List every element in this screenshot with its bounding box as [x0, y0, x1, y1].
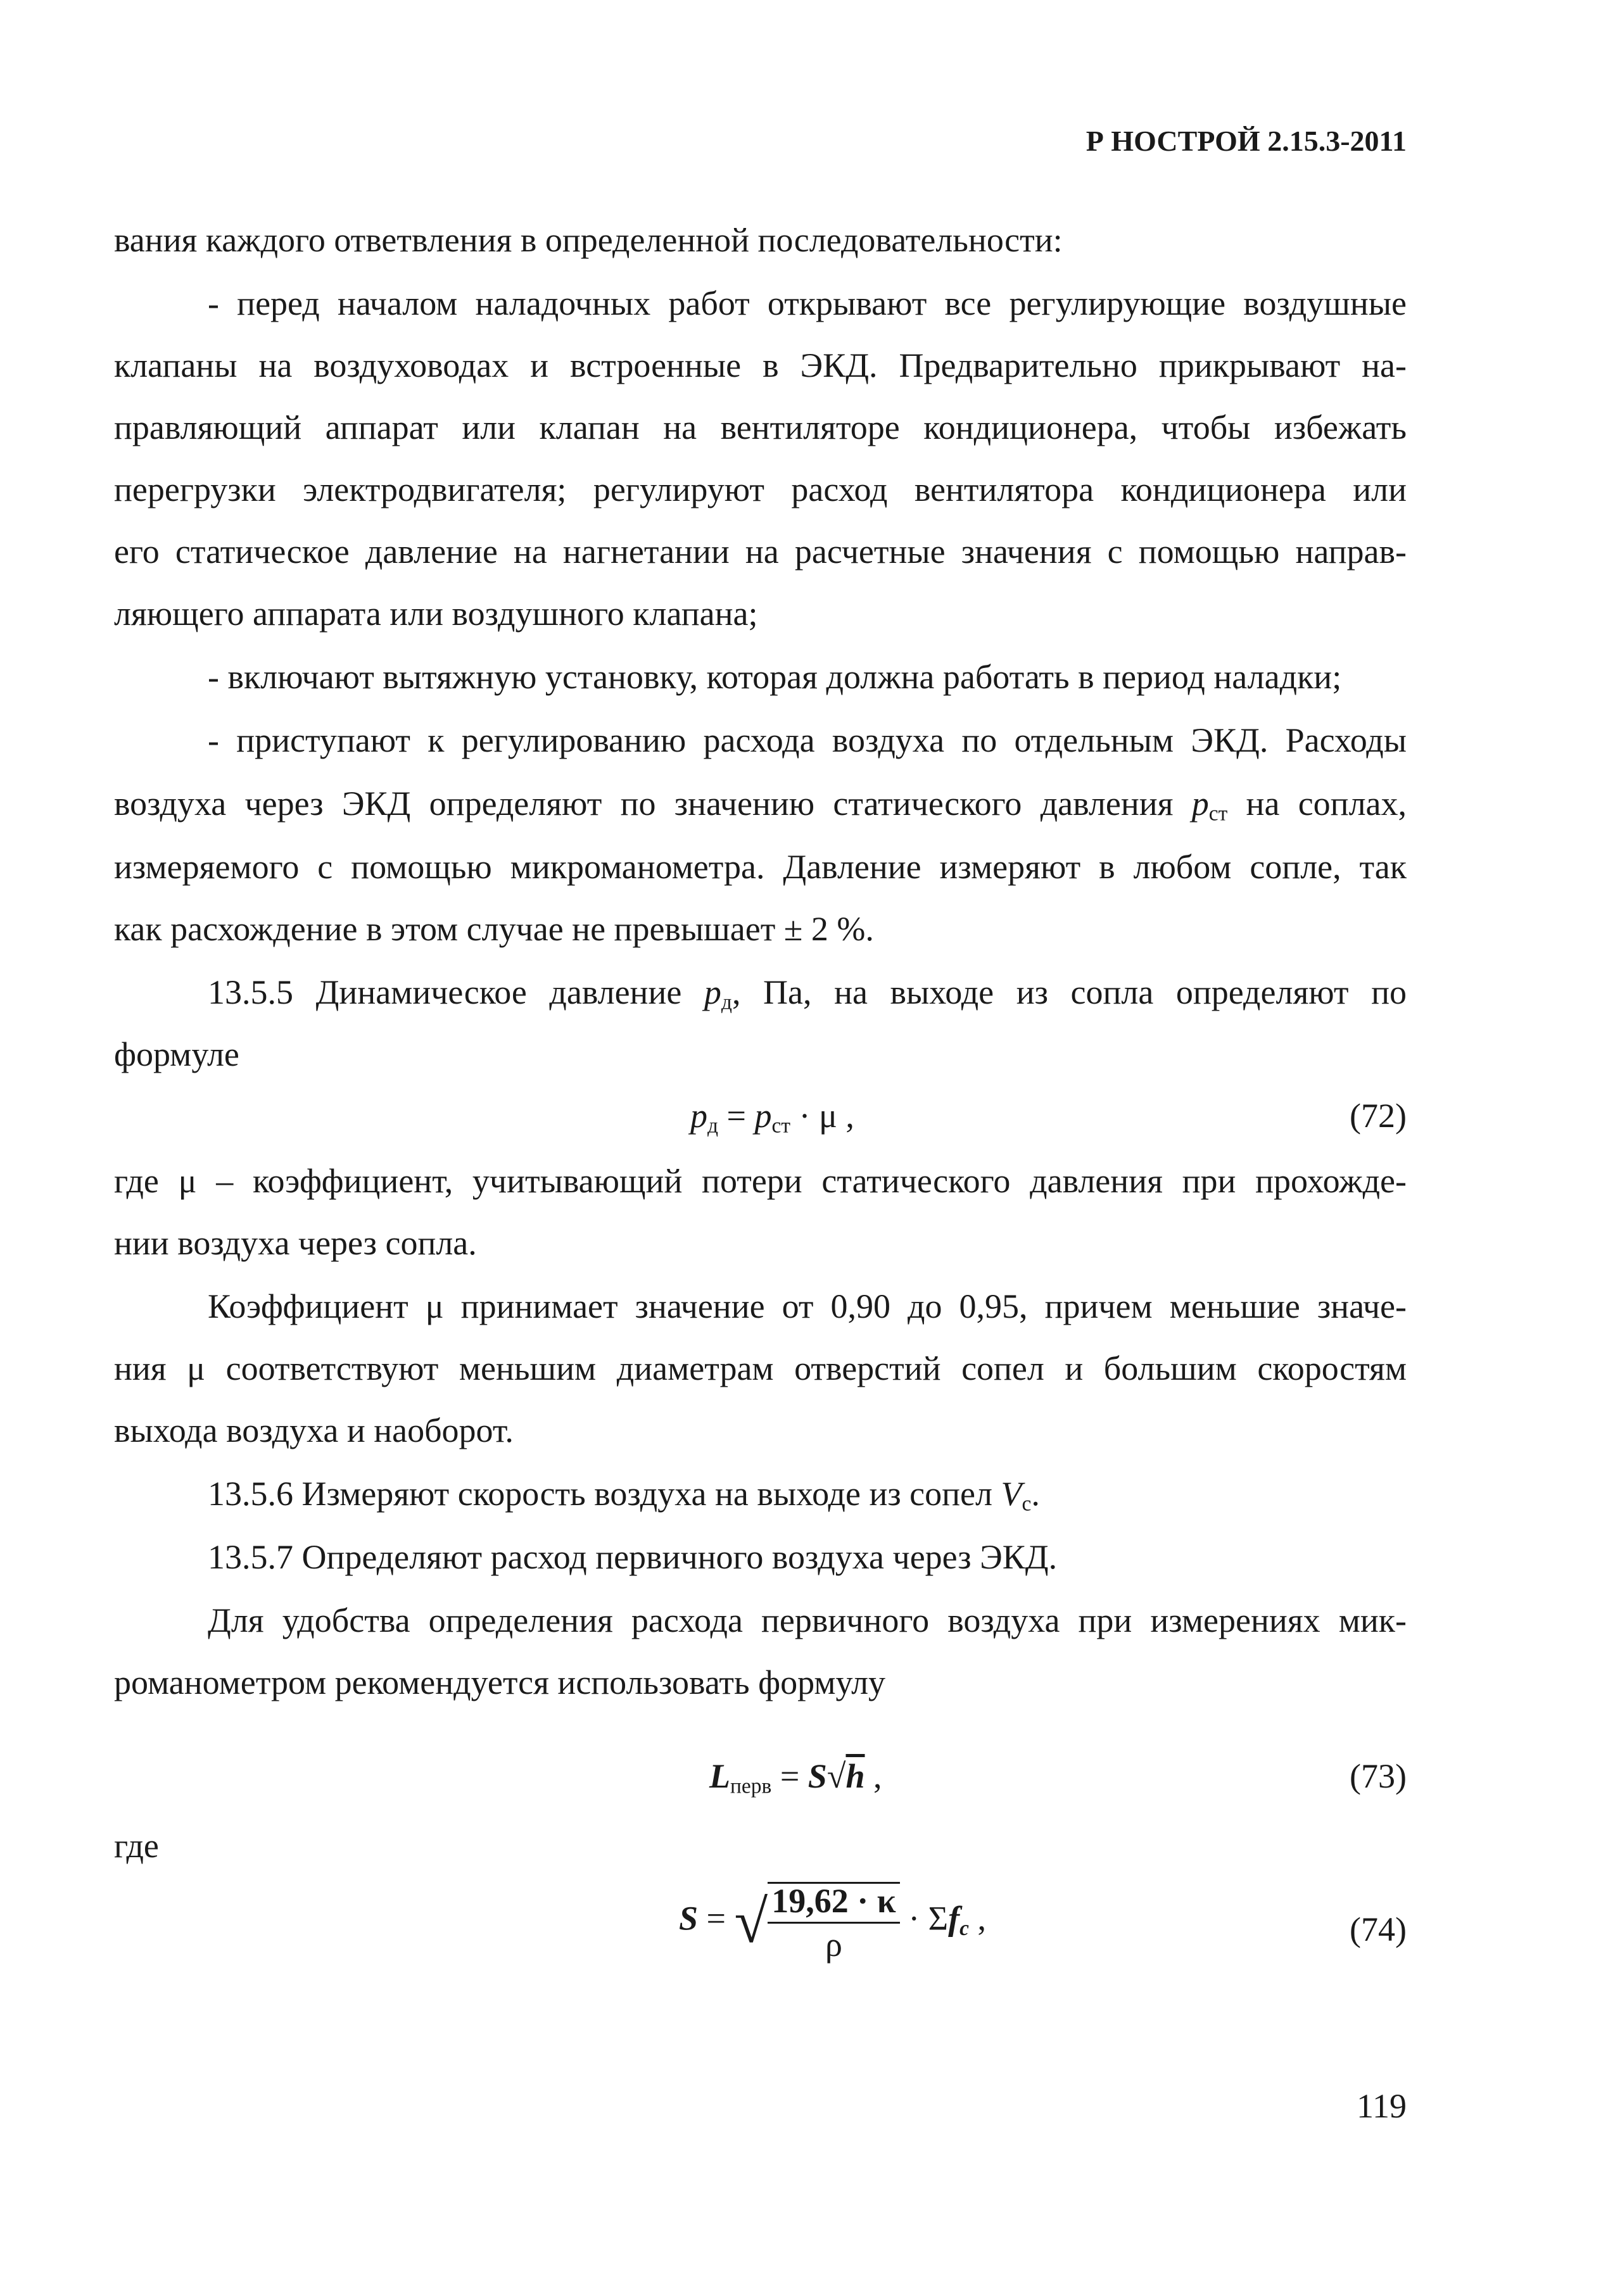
text: 13.5.5 Динамическое давление — [208, 973, 704, 1011]
text: на соплах, — [1227, 785, 1407, 823]
body-line: ния μ соответствуют меньшим диаметрам отверстий сопел и большим скоростям — [114, 1349, 1407, 1387]
text: , Па, на выходе из сопла определяют по — [731, 973, 1407, 1011]
body-line: - включают вытяжную установку, которая должна работать в период наладки; — [208, 658, 1342, 696]
static-pressure-line — [114, 785, 1407, 826]
body-line: вания каждого ответвления в определенной последовательности: — [114, 221, 1063, 259]
sqrt-sign: √ — [826, 1757, 846, 1795]
body-line: его статическое давление на нагнетании на расчетные значения с помощью направ- — [114, 533, 1407, 571]
pressure-symbol: $p_{ст}$ — [1191, 785, 1228, 826]
equation-number: (72) — [1350, 1097, 1407, 1135]
text: 13.5.6 Измеряют скорость воздуха на выходе из сопел — [208, 1475, 1001, 1513]
body-line: где — [114, 1827, 159, 1865]
pressure-symbol: $p_д$ — [704, 973, 732, 1014]
fraction: $\frac{19,62 \cdot \kappa}{\rho}$ — [768, 1882, 900, 1962]
body-line: правляющий аппарат или клапан на вентиляторе кондиционера, чтобы избежать — [114, 408, 1407, 446]
body-line: выхода воздуха и наоборот. — [114, 1411, 514, 1449]
dynamic-pressure-line — [208, 973, 1407, 1014]
page-number: 119 — [1357, 2087, 1407, 2125]
document-code-header: Р НОСТРОЙ 2.15.3-2011 — [1086, 125, 1407, 157]
formula-72: $p_д = p_{ст} \cdot \mu$ , — [690, 1097, 854, 1138]
body-line: где μ – коэффициент, учитывающий потери статического давления при прохожде- — [114, 1162, 1407, 1200]
body-line: - перед началом наладочных работ открывают все регулирующие воздушные — [208, 284, 1407, 322]
body-line: перегрузки электродвигателя; регулируют расход вентилятора кондиционера или — [114, 470, 1407, 508]
body-line: 13.5.7 Определяют расход первичного воздуха через ЭКД. — [208, 1538, 1058, 1576]
formula-74: S = √ $\frac{19,62 \cdot \kappa}{\rho}$ · $\Sigma f_c$ , — [679, 1882, 986, 1964]
body-line: как расхождение в этом случае не превышает ± 2 %. — [114, 910, 874, 948]
body-line: нии воздуха через сопла. — [114, 1224, 477, 1262]
body-line: измеряемого с помощью микроманометра. Давление измеряют в любом сопле, так — [114, 848, 1407, 886]
body-line: - приступают к регулированию расхода воздуха по отдельным ЭКД. Расходы — [208, 721, 1407, 759]
equation-number: (74) — [1350, 1910, 1407, 1948]
body-line: романометром рекомендуется использовать формулу — [114, 1663, 886, 1701]
text: воздуха через ЭКД определяют по значению статического давления — [114, 785, 1192, 823]
body-line: формуле — [114, 1035, 239, 1073]
body-line: клапаны на воздуховодах и встроенные в ЭКД. Предварительно прикрывают на- — [114, 346, 1407, 384]
body-line: Коэффициент μ принимает значение от 0,90 до 0,95, причем меньшие значе- — [208, 1287, 1407, 1325]
velocity-line — [208, 1475, 1407, 1516]
velocity-symbol: $V_с$ — [1001, 1475, 1032, 1516]
sqrt-sign: √ — [734, 1888, 768, 1955]
formula-73: $L_{перв} = S√h$ , — [709, 1757, 882, 1798]
text: . — [1031, 1475, 1040, 1513]
body-line: Для удобства определения расхода первичного воздуха при измерениях мик- — [208, 1601, 1407, 1639]
equation-number: (73) — [1350, 1757, 1407, 1795]
body-line: ляющего аппарата или воздушного клапана; — [114, 595, 758, 633]
